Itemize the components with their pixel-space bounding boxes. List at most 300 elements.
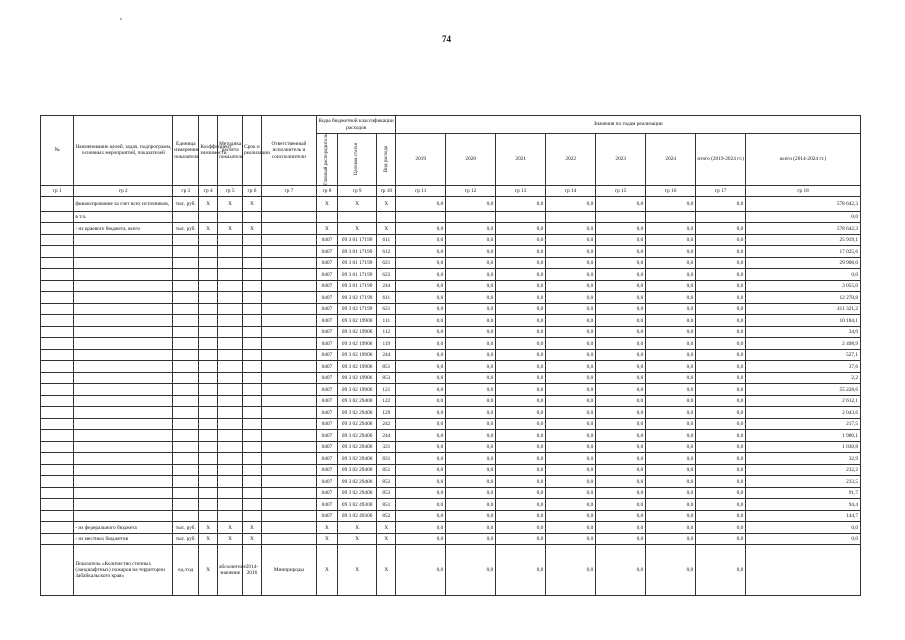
term-cell: [243, 246, 262, 258]
unit-cell: [173, 372, 199, 384]
unit-cell: [173, 418, 199, 430]
year-value-cell: 0,0: [496, 326, 546, 338]
year-value-cell: 0,0: [596, 315, 646, 327]
year-value-cell: 0,0: [546, 280, 596, 292]
name-cell: - из федерального бюджета: [74, 522, 173, 534]
year-value-cell: 0,0: [646, 441, 696, 453]
term-cell: [243, 464, 262, 476]
code-chapter-cell: 0407: [317, 464, 338, 476]
code-chapter-cell: 0407: [317, 487, 338, 499]
name-cell: [74, 361, 173, 373]
coef-cell: [199, 234, 218, 246]
year-value-cell: 0,0: [646, 487, 696, 499]
responsible-cell: [261, 338, 316, 350]
header-method: Методика расчета показателя: [218, 116, 243, 186]
year-value-cell: 0,0: [646, 315, 696, 327]
total-all-cell: 34,0: [746, 326, 861, 338]
table-row: [41, 372, 861, 384]
year-value-cell: 0,0: [596, 246, 646, 258]
year-value-cell: 0,0: [546, 430, 596, 442]
unit-cell: [173, 234, 199, 246]
method-cell: X: [218, 196, 243, 211]
responsible-cell: [261, 395, 316, 407]
year-value-cell: 0,0: [496, 510, 546, 522]
code-type-cell: [377, 211, 396, 223]
code-type-cell: 111: [377, 315, 396, 327]
year-value-cell: 0,0: [396, 246, 446, 258]
responsible-cell: [261, 522, 316, 534]
code-type-cell: 244: [377, 280, 396, 292]
year-value-cell: 0,0: [496, 269, 546, 281]
year-value-cell: 0,0: [446, 280, 496, 292]
group-number-cell: гр 5: [218, 185, 243, 196]
header-num: №: [41, 116, 74, 186]
unit-cell: [173, 280, 199, 292]
year-value-cell: 0,0: [446, 384, 496, 396]
table-row: [41, 223, 861, 235]
year-value-cell: 0,0: [396, 487, 446, 499]
table-row: [41, 395, 861, 407]
name-cell: [74, 372, 173, 384]
code-type-cell: 853: [377, 487, 396, 499]
year-value-cell: 0,0: [646, 257, 696, 269]
code-article-cell: 09 3 02 29400: [337, 453, 377, 465]
method-cell: [218, 453, 243, 465]
responsible-cell: [261, 418, 316, 430]
method-cell: [218, 338, 243, 350]
code-type-cell: 242: [377, 418, 396, 430]
year-value-cell: 0,0: [546, 510, 596, 522]
code-chapter-cell: X: [317, 196, 338, 211]
year-value-cell: 0,0: [396, 361, 446, 373]
num-cell: [41, 257, 74, 269]
code-type-cell: 611: [377, 234, 396, 246]
group-number-cell: гр 15: [596, 185, 646, 196]
year-value-cell: 0,0: [596, 196, 646, 211]
coef-cell: [199, 349, 218, 361]
method-cell: [218, 257, 243, 269]
year-value-cell: 0,0: [396, 223, 446, 235]
name-cell: [74, 303, 173, 315]
year-value-cell: 0,0: [596, 510, 646, 522]
total-all-cell: 0,0: [746, 533, 861, 545]
code-type-cell: X: [377, 545, 396, 596]
year-value-cell: 0,0: [646, 196, 696, 211]
total-short-cell: 0,0: [696, 361, 746, 373]
unit-cell: [173, 269, 199, 281]
header-coef: Коэффициент значимости: [199, 116, 218, 186]
num-cell: [41, 196, 74, 211]
coef-cell: [199, 269, 218, 281]
code-type-cell: 851: [377, 499, 396, 511]
table-row: [41, 246, 861, 258]
year-value-cell: 0,0: [596, 522, 646, 534]
code-type-cell: 611: [377, 292, 396, 304]
coef-cell: [199, 303, 218, 315]
code-article-cell: X: [337, 196, 377, 211]
code-article-cell: X: [337, 533, 377, 545]
code-chapter-cell: X: [317, 522, 338, 534]
year-value-cell: 0,0: [596, 464, 646, 476]
year-value-cell: 0,0: [646, 522, 696, 534]
table-row: [41, 407, 861, 419]
table-row: [41, 464, 861, 476]
header-term: Срок и реализации: [243, 116, 262, 186]
year-value-cell: 0,0: [546, 196, 596, 211]
total-all-cell: 578 642,3: [746, 223, 861, 235]
code-type-cell: X: [377, 533, 396, 545]
year-value-cell: 0,0: [546, 269, 596, 281]
year-value-cell: 0,0: [496, 430, 546, 442]
year-value-cell: 0,0: [446, 349, 496, 361]
method-cell: [218, 361, 243, 373]
code-chapter-cell: 0407: [317, 246, 338, 258]
code-article-cell: 09 3 02 19906: [337, 361, 377, 373]
unit-cell: [173, 292, 199, 304]
responsible-cell: [261, 487, 316, 499]
code-article-cell: 09 3 01 17199: [337, 257, 377, 269]
total-short-cell: 0,0: [696, 223, 746, 235]
year-value-cell: 0,0: [446, 453, 496, 465]
name-cell: [74, 441, 173, 453]
total-short-cell: 0,0: [696, 395, 746, 407]
code-type-cell: 612: [377, 246, 396, 258]
code-type-cell: 321: [377, 441, 396, 453]
total-short-cell: 0,0: [696, 510, 746, 522]
header-name: Наименование целей, задач, подпрограмм, основных мероприятий, показателей: [74, 116, 173, 186]
unit-cell: [173, 464, 199, 476]
total-short-cell: 0,0: [696, 407, 746, 419]
group-number-cell: гр 11: [396, 185, 446, 196]
year-value-cell: 0,0: [596, 234, 646, 246]
code-type-cell: 831: [377, 453, 396, 465]
name-cell: финансирование за счет всех источников,: [74, 196, 173, 211]
total-all-cell: 2 043,6: [746, 407, 861, 419]
year-value-cell: 0,0: [596, 545, 646, 596]
year-value-cell: 0,0: [646, 326, 696, 338]
year-value-cell: 0,0: [396, 499, 446, 511]
term-cell: [243, 487, 262, 499]
name-cell: [74, 384, 173, 396]
year-value-cell: 0,0: [396, 545, 446, 596]
year-value-cell: 0,0: [596, 269, 646, 281]
method-cell: [218, 430, 243, 442]
year-value-cell: 0,0: [646, 418, 696, 430]
total-all-cell: 1 030,8: [746, 441, 861, 453]
code-article-cell: X: [337, 223, 377, 235]
table-row: [41, 349, 861, 361]
total-short-cell: 0,0: [696, 196, 746, 211]
responsible-cell: [261, 372, 316, 384]
year-value-cell: 0,0: [496, 418, 546, 430]
table-row: [41, 522, 861, 534]
code-chapter-cell: 0407: [317, 476, 338, 488]
year-value-cell: 0,0: [646, 407, 696, 419]
year-value-cell: 0,0: [396, 384, 446, 396]
year-value-cell: 0,0: [446, 257, 496, 269]
year-value-cell: 0,0: [546, 257, 596, 269]
year-value-cell: 0,0: [396, 280, 446, 292]
term-cell: [243, 384, 262, 396]
num-cell: [41, 234, 74, 246]
group-number-cell: гр 4: [199, 185, 218, 196]
coef-cell: [199, 464, 218, 476]
name-cell: [74, 292, 173, 304]
responsible-cell: [261, 361, 316, 373]
responsible-cell: [261, 430, 316, 442]
num-cell: [41, 315, 74, 327]
coef-cell: X: [199, 533, 218, 545]
method-cell: [218, 315, 243, 327]
coef-cell: [199, 510, 218, 522]
total-all-cell: 0,0: [746, 269, 861, 281]
total-short-cell: 0,0: [696, 303, 746, 315]
method-cell: абсолютное значение: [218, 545, 243, 596]
term-cell: [243, 326, 262, 338]
coef-cell: [199, 246, 218, 258]
table-row: [41, 234, 861, 246]
year-value-cell: 0,0: [596, 533, 646, 545]
table-body: [41, 185, 861, 596]
num-cell: [41, 499, 74, 511]
year-value-cell: 0,0: [546, 349, 596, 361]
table-row: [41, 430, 861, 442]
year-value-cell: 0,0: [546, 326, 596, 338]
header-code-type-text: Вид расхода: [383, 146, 389, 173]
indicator-row: [41, 545, 861, 596]
num-cell: [41, 211, 74, 223]
responsible-cell: [261, 292, 316, 304]
year-value-cell: 0,0: [646, 545, 696, 596]
num-cell: [41, 372, 74, 384]
num-cell: [41, 476, 74, 488]
coef-cell: [199, 280, 218, 292]
code-article-cell: 09 3 01 17199: [337, 234, 377, 246]
term-cell: [243, 292, 262, 304]
year-value-cell: 0,0: [496, 257, 546, 269]
term-cell: [243, 303, 262, 315]
code-chapter-cell: X: [317, 545, 338, 596]
year-value-cell: 0,0: [546, 499, 596, 511]
code-chapter-cell: 0407: [317, 372, 338, 384]
num-cell: [41, 361, 74, 373]
group-number-cell: гр 12: [446, 185, 496, 196]
year-value-cell: 0,0: [546, 292, 596, 304]
page-number: 74: [442, 34, 451, 44]
header-total-all: всего (2014-2024 гг.): [746, 134, 861, 186]
total-all-cell: 2 498,9: [746, 338, 861, 350]
method-cell: [218, 464, 243, 476]
responsible-cell: [261, 234, 316, 246]
year-value-cell: 0,0: [496, 292, 546, 304]
unit-cell: тыс. руб.: [173, 522, 199, 534]
name-cell: Показатель «Количество степных (ландшафтных) пожаров на территории Забайкальского края»: [74, 545, 173, 596]
term-cell: [243, 372, 262, 384]
total-all-cell: 29 908,0: [746, 257, 861, 269]
term-cell: X: [243, 533, 262, 545]
code-chapter-cell: 0407: [317, 280, 338, 292]
year-value-cell: 0,0: [446, 510, 496, 522]
responsible-cell: [261, 246, 316, 258]
code-type-cell: 852: [377, 476, 396, 488]
total-short-cell: 0,0: [696, 280, 746, 292]
year-value-cell: 0,0: [646, 269, 696, 281]
year-value-cell: 0,0: [446, 476, 496, 488]
code-chapter-cell: 0407: [317, 430, 338, 442]
year-value-cell: 0,0: [396, 510, 446, 522]
num-cell: [41, 510, 74, 522]
code-type-cell: X: [377, 522, 396, 534]
code-chapter-cell: 0407: [317, 418, 338, 430]
table-row: [41, 338, 861, 350]
table-row: [41, 280, 861, 292]
code-type-cell: 622: [377, 269, 396, 281]
total-short-cell: 0,0: [696, 441, 746, 453]
year-value-cell: [596, 211, 646, 223]
year-value-cell: 0,0: [546, 372, 596, 384]
total-all-cell: 578 642,3: [746, 196, 861, 211]
code-type-cell: 851: [377, 464, 396, 476]
year-value-cell: 0,0: [596, 395, 646, 407]
name-cell: в т.ч.: [74, 211, 173, 223]
method-cell: [218, 407, 243, 419]
total-short-cell: 0,0: [696, 499, 746, 511]
term-cell: [243, 315, 262, 327]
year-value-cell: 0,0: [446, 522, 496, 534]
code-chapter-cell: 0407: [317, 349, 338, 361]
year-value-cell: 0,0: [596, 418, 646, 430]
code-chapter-cell: 0407: [317, 338, 338, 350]
year-value-cell: 0,0: [596, 326, 646, 338]
code-article-cell: 09 3 02 17199: [337, 292, 377, 304]
coef-cell: [199, 476, 218, 488]
year-value-cell: 0,0: [446, 292, 496, 304]
code-type-cell: 244: [377, 349, 396, 361]
unit-cell: [173, 395, 199, 407]
year-value-cell: 0,0: [446, 338, 496, 350]
unit-cell: [173, 315, 199, 327]
year-value-cell: 0,0: [546, 522, 596, 534]
total-all-cell: 2 612,1: [746, 395, 861, 407]
table-row: [41, 510, 861, 522]
term-cell: X: [243, 522, 262, 534]
total-short-cell: [696, 211, 746, 223]
year-value-cell: 0,0: [396, 303, 446, 315]
table-row: [41, 418, 861, 430]
year-value-cell: 0,0: [596, 280, 646, 292]
header-year: 2023: [596, 134, 646, 186]
unit-cell: [173, 499, 199, 511]
year-value-cell: 0,0: [596, 453, 646, 465]
year-value-cell: 0,0: [496, 372, 546, 384]
year-value-cell: 0,0: [646, 223, 696, 235]
total-all-cell: 91,7: [746, 487, 861, 499]
header-code-chapter-text: Главный распорядитель: [324, 134, 330, 185]
year-value-cell: 0,0: [546, 384, 596, 396]
group-number-cell: гр 17: [696, 185, 746, 196]
total-short-cell: 0,0: [696, 338, 746, 350]
total-all-cell: 25 919,1: [746, 234, 861, 246]
coef-cell: [199, 453, 218, 465]
year-value-cell: [546, 211, 596, 223]
year-value-cell: 0,0: [546, 533, 596, 545]
table-row: [41, 196, 861, 211]
code-chapter-cell: 0407: [317, 326, 338, 338]
method-cell: [218, 269, 243, 281]
year-value-cell: 0,0: [396, 269, 446, 281]
year-value-cell: 0,0: [596, 384, 646, 396]
year-value-cell: 0,0: [496, 395, 546, 407]
total-short-cell: 0,0: [696, 257, 746, 269]
code-chapter-cell: 0407: [317, 384, 338, 396]
num-cell: [41, 545, 74, 596]
num-cell: [41, 441, 74, 453]
term-cell: [243, 280, 262, 292]
total-short-cell: 0,0: [696, 269, 746, 281]
year-value-cell: 0,0: [396, 453, 446, 465]
name-cell: - из местных бюджетов: [74, 533, 173, 545]
header-values: Значения по годам реализации: [396, 116, 861, 134]
header-unit: Единица измерения показателя: [173, 116, 199, 186]
year-value-cell: 0,0: [596, 441, 646, 453]
total-short-cell: 0,0: [696, 384, 746, 396]
num-cell: [41, 487, 74, 499]
year-value-cell: 0,0: [446, 269, 496, 281]
code-chapter-cell: 0407: [317, 257, 338, 269]
year-value-cell: 0,0: [496, 499, 546, 511]
method-cell: [218, 384, 243, 396]
term-cell: [243, 269, 262, 281]
code-chapter-cell: X: [317, 533, 338, 545]
code-article-cell: 09 3 02 29400: [337, 464, 377, 476]
code-article-cell: 09 3 02 17199: [337, 303, 377, 315]
year-value-cell: 0,0: [546, 361, 596, 373]
method-cell: [218, 476, 243, 488]
code-type-cell: 244: [377, 430, 396, 442]
year-value-cell: 0,0: [396, 430, 446, 442]
num-cell: [41, 303, 74, 315]
coef-cell: [199, 407, 218, 419]
responsible-cell: [261, 315, 316, 327]
num-cell: [41, 349, 74, 361]
name-cell: [74, 315, 173, 327]
coef-cell: X: [199, 196, 218, 211]
total-all-cell: [746, 545, 861, 596]
total-short-cell: 0,0: [696, 372, 746, 384]
method-cell: X: [218, 223, 243, 235]
unit-cell: [173, 453, 199, 465]
code-article-cell: 09 3 02 29400: [337, 430, 377, 442]
coef-cell: [199, 441, 218, 453]
responsible-cell: [261, 499, 316, 511]
num-cell: [41, 430, 74, 442]
total-all-cell: 55 228,6: [746, 384, 861, 396]
year-value-cell: 0,0: [446, 499, 496, 511]
responsible-cell: [261, 464, 316, 476]
total-short-cell: 0,0: [696, 418, 746, 430]
year-value-cell: 0,0: [446, 372, 496, 384]
year-value-cell: 0,0: [546, 441, 596, 453]
year-value-cell: 0,0: [546, 303, 596, 315]
name-cell: - из краевого бюджета, всего: [74, 223, 173, 235]
name-cell: [74, 326, 173, 338]
code-chapter-cell: 0407: [317, 269, 338, 281]
total-short-cell: 0,0: [696, 430, 746, 442]
year-value-cell: 0,0: [646, 349, 696, 361]
unit-cell: тыс. руб.: [173, 196, 199, 211]
group-number-cell: гр 1: [41, 185, 74, 196]
unit-cell: [173, 407, 199, 419]
